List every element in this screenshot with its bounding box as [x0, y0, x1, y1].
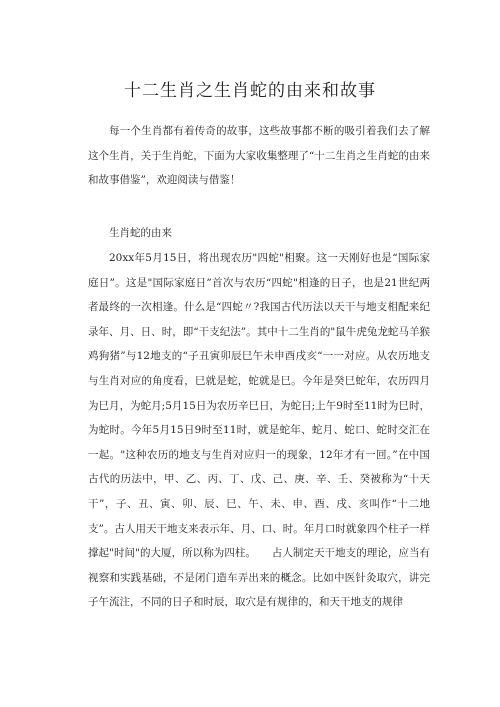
section-heading: 生肖蛇的由来	[109, 227, 172, 239]
document-title: 十二生肖之生肖蛇的由来和故事	[124, 81, 376, 101]
intro-paragraph: 每一个生肖都有着传奇的故事，这些故事都不断的吸引着我们去了解这个生肖，关于生肖蛇，下面为大家收集整理了“十二生肖之生肖蛇的由来和故事借鉴”，欢迎阅读与借鉴！	[88, 125, 430, 187]
section-body-paragraph: 20xx年5月15日，将出现农历"四蛇"相聚。这一天刚好也是“国际家庭日”。这是"国际家庭日”首次与农历“四蛇"相逢的日子，也是21世纪两者最终的一次相逢。什么是“四蛇〃?我国古代历法以天干与地支相配来纪录年、月、日、时，即“干支纪法”。其中十二生肖的"鼠牛虎兔龙蛇马羊猴鸡狗猪”与12地支的“子丑寅卯辰巳午未申酉戌亥“一一对应。从农历地支与生肖对应的角度看，巳就是蛇，蛇就是巳。今年是癸巳蛇年，农历四月为巳月，为蛇月;5月15日为农历辛巳日，为蛇日;上午9时至11时为巳时，为蛇时。今年5月15日9时至11时，就是蛇年、蛇月、蛇口、蛇时交汇在一起。"这种农历的地支与生肖对应归一的现象，12年才有一回。”在中国古代的历法中，甲、乙、丙、丁、戊、己、庚、辛、壬、癸被称为“十天干”，子、丑、寅、卯、辰、巳、午、未、申、酉、戌、亥叫作“十二地支”。古人用天干地支来表示年、月、口、时。年月口时就象四个柱子一样撑起"时间"的大厦，所以称为四柱。 占人制定天干地支的理论，应当有视察和实践基础，不是闭门造车弄出来的概念。比如中医针灸取穴，讲完子午流注，不同的日子和时辰，取穴是有规律的，和天干地支的规律	[88, 252, 430, 609]
